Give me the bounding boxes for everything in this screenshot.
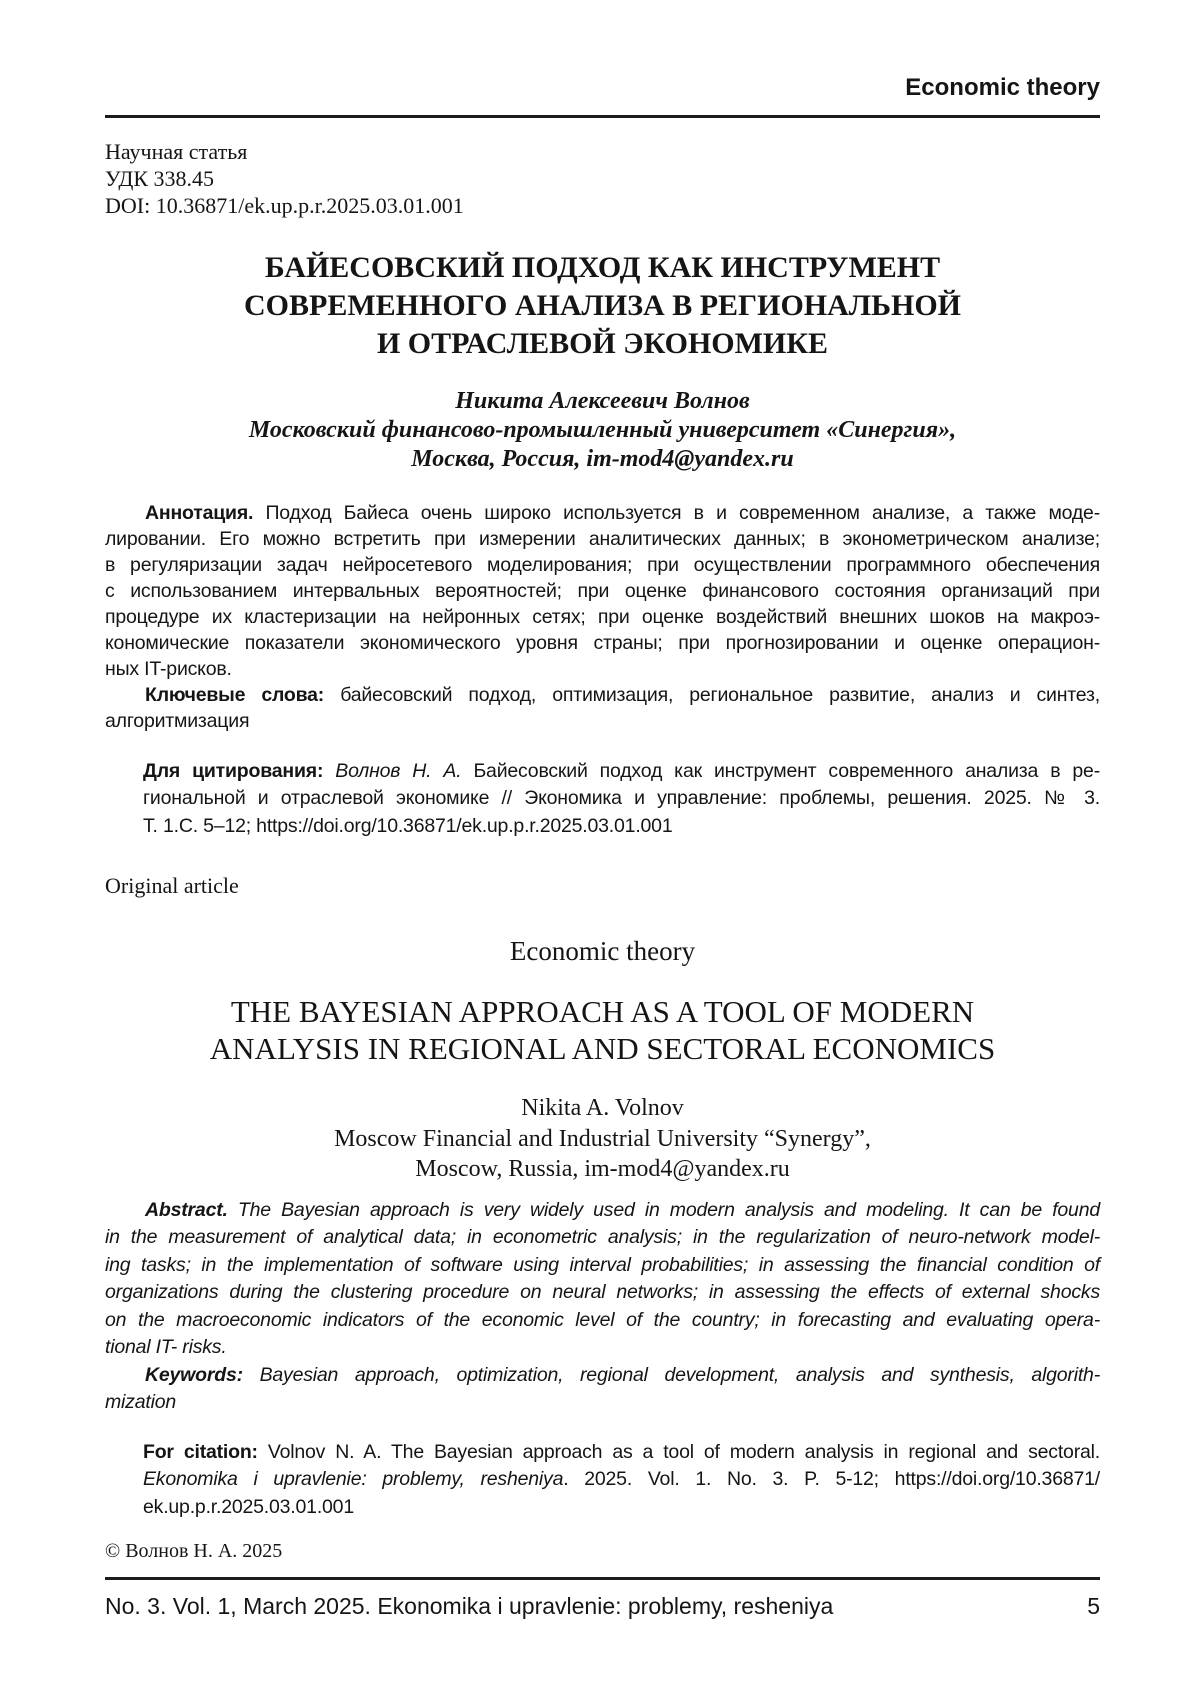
author-name-ru: Никита Алексеевич Волнов [455,387,750,414]
authors-block-ru [105,387,1100,474]
running-head-section-label: Economic theory [905,74,1100,101]
citation-en: For citation: Volnov N. A. The Bayesian approach as a tool of modern analysis in regional and sectoral. Ekonomika i upravlenie: problemy, resheniya. 2025. Vol. 1. No. 3. P. 5-12; https://doi.org/10.36871/ ek.up.p.r.2025.03.01.001 [143,1440,1101,1518]
keywords-ru: Ключевые слова: байесовский подход, оптимизация, региональное развитие, анализ и синтез, алгоритмизация [105,683,1100,732]
authors-block-en [105,1093,1100,1185]
footer-issue-line: No. 3. Vol. 1, March 2025. Ekonomika i upravlenie: problemy, resheniya [105,1593,834,1620]
affiliation-en: Moscow Financial and Industrial University “Synergy”, Moscow, Russia, im-mod4@yandex.ru [334,1125,871,1183]
affiliation-ru: Московский финансово-промышленный университет «Синергия», Москва, Россия, im-mod4@yandex.ru [248,416,957,472]
citation-ru: Для цитирования: Волнов Н. А. Байесовский подход как инструмент современного анализа в ре- гиональной и отраслевой экономике // Экономика и управление: проблемы, решения. 2025. № 3. Т. 1.С. 5–12; https://doi.org/10.36871/ek.up.p.r.2025.03.01.001 [143,759,1100,837]
copyright-line: © Волнов Н. А. 2025 [105,1540,283,1563]
original-article-label: Original article [105,873,239,899]
header-rule [105,115,1100,118]
abstract-en: Abstract. The Bayesian approach is very widely used in modern analysis and modeling. It can be found in the measurement of analytical data; in econometric analysis; in the regularization of neuro-network model- ing tasks; in the implementation of software using interval probabilities; in assessing the financial condition of organizations during the clustering procedure on neural networks; in assessing the effects of external shocks on the macroeconomic indicators of the economic level of the country; in forecasting and evaluating opera- tional IT- risks. [105,1198,1100,1359]
article-title-en: THE BAYESIAN APPROACH AS A TOOL OF MODERN ANALYSIS IN REGIONAL AND SECTORAL ECONOMICS [209,994,996,1067]
footer-page-number: 5 [1087,1593,1100,1620]
abstract-ru: Аннотация. Подход Байеса очень широко используется в и современном анализе, а также моде- лировании. Его можно встретить при измерении аналитических данных; в эконометрическом анализе; в регуляризации задач нейросетевого моделирования; при осуществлении программного обеспечения с использованием интервальных вероятностей; при оценке финансового состояния организаций при процедуре их кластеризации на нейронных сетях; при оценке воздействий внешних шоков на макроэ- кономические показатели экономического уровня страны; при прогнозировании и оценке операцион- ных IT-рисков. [105,501,1100,680]
page-footer [105,1592,1100,1620]
section-label-en: Economic theory [509,936,696,967]
keywords-en: Keywords: Bayesian approach, optimization, regional development, analysis and synthesis, algorith- mization [105,1363,1100,1414]
article-title-ru: БАЙЕСОВСКИЙ ПОДХОД КАК ИНСТРУМЕНТ СОВРЕМЕННОГО АНАЛИЗА В РЕГИОНАЛЬНОЙ И ОТРАСЛЕВОЙ ЭКОНОМИКЕ [244,250,961,360]
footer-rule [105,1577,1100,1580]
running-head [105,0,1100,102]
doi-line: DOI: 10.36871/ek.up.p.r.2025.03.01.001 [105,192,464,218]
article-meta [105,138,1100,219]
udc-number: УДК 338.45 [105,165,215,191]
article-type-label: Научная статья [105,138,248,164]
author-name-en: Nikita A. Volnov [521,1095,684,1122]
